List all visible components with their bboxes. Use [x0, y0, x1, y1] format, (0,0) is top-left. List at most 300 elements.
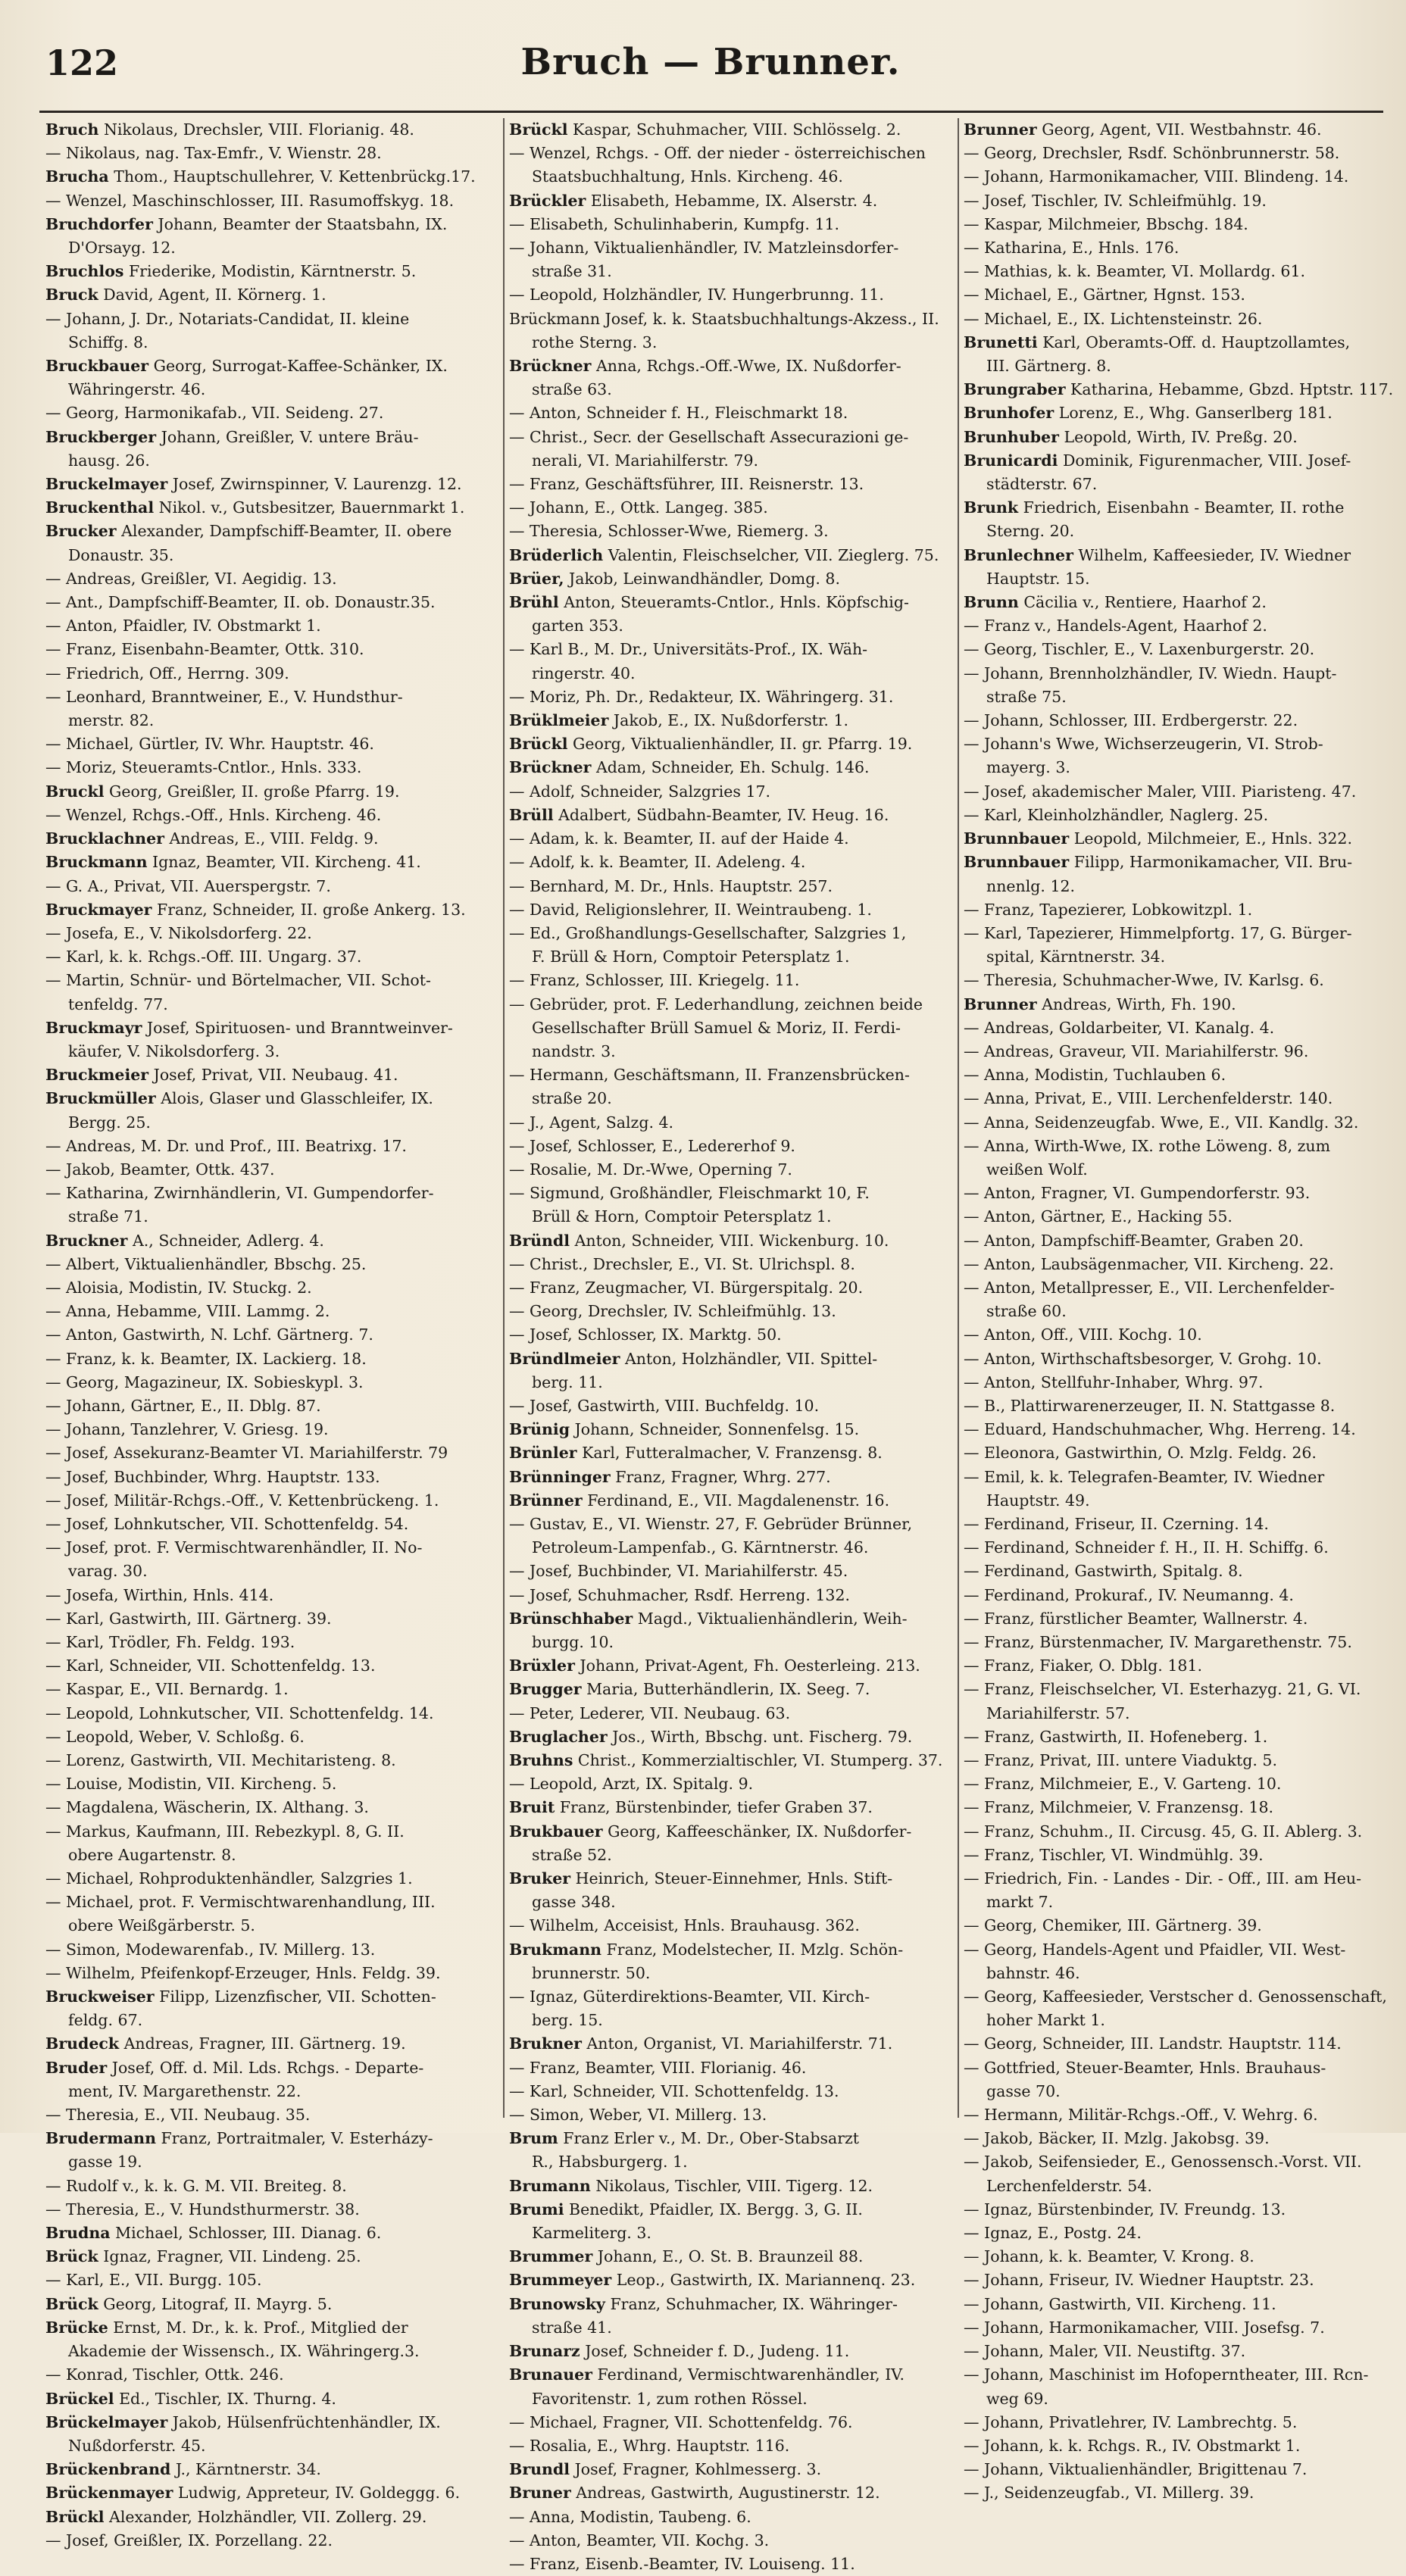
directory-entry: Bruckweiser Filipp, Lizenzfischer, VII. Schotten- — [45, 1987, 436, 2006]
directory-entry: — Johann, E., Ottk. Langeg. 385. — [509, 498, 768, 517]
directory-entry: — Nikolaus, nag. Tax-Emfr., V. Wienstr. 28. — [45, 144, 382, 163]
directory-entry: — Josef, Militär-Rchgs.-Off., V. Kettenbrückeng. 1. — [45, 1491, 439, 1510]
directory-entry: garten 353. — [532, 617, 623, 635]
directory-entry: — Franz v., Handels-Agent, Haarhof 2. — [964, 617, 1267, 635]
directory-entry: — Katharina, Zwirnhändlerin, VI. Gumpendorfer- — [45, 1184, 434, 1203]
directory-entry: obere Weißgärberstr. 5. — [68, 1916, 255, 1935]
directory-entry: ringerstr. 40. — [532, 664, 636, 682]
directory-entry: — Franz, Privat, III. untere Viaduktg. 5. — [964, 1751, 1277, 1770]
directory-entry: — Karl, Schneider, VII. Schottenfeldg. 13. — [509, 2081, 839, 2100]
directory-entry: — Georg, Chemiker, III. Gärtnerg. 39. — [964, 1916, 1262, 1935]
directory-entry: Bruker Heinrich, Steuer-Einnehmer, Hnls. Stift- — [509, 1869, 893, 1888]
directory-entry: Brum Franz Erler v., M. Dr., Ober-Stabsarzt — [509, 2129, 860, 2148]
page-number: 122 — [45, 42, 119, 83]
directory-entry: Brumann Nikolaus, Tischler, VIII. Tigerg. 12. — [509, 2176, 873, 2195]
directory-entry: — Hermann, Geschäftsmann, II. Franzensbrücken- — [509, 1066, 910, 1085]
directory-entry: — Sigmund, Großhändler, Fleischmarkt 10, F. — [509, 1184, 870, 1203]
directory-entry: — Josef, Schlosser, IX. Marktg. 50. — [509, 1325, 782, 1344]
directory-entry: — Karl, Gastwirth, III. Gärtnerg. 39. — [45, 1609, 332, 1628]
directory-entry: Brunnbauer Leopold, Milchmeier, E., Hnls. 322. — [964, 829, 1352, 848]
directory-entry: Hauptstr. 15. — [986, 569, 1090, 588]
directory-entry: — Anton, Stellfuhr-Inhaber, Whrg. 97. — [964, 1372, 1264, 1391]
directory-entry: — Johann, Maler, VII. Neustiftg. 37. — [964, 2342, 1246, 2361]
directory-entry: Hauptstr. 49. — [986, 1491, 1090, 1510]
directory-entry: gasse 70. — [986, 2081, 1061, 2100]
directory-entry: — Christ., Drechsler, E., VI. St. Ulrichspl. 8. — [509, 1254, 855, 1273]
directory-entry: gasse 348. — [532, 1893, 616, 1912]
directory-entry: Bruchlos Friederike, Modistin, Kärntnerstr. 5. — [45, 262, 417, 281]
directory-entry: Brunnbauer Filipp, Harmonikamacher, VII. Bru- — [964, 853, 1353, 872]
directory-entry: — Franz, Zeugmacher, VI. Bürgerspitalg. 20. — [509, 1278, 864, 1297]
directory-entry: — Georg, Schneider, III. Landstr. Hauptstr. 114. — [964, 2034, 1342, 2053]
running-head: Bruch — Brunner. — [520, 41, 901, 83]
directory-entry: — Peter, Lederer, VII. Neubaug. 63. — [509, 1703, 791, 1722]
directory-entry: — Karl, k. k. Rchgs.-Off. III. Ungarg. 37. — [45, 948, 362, 966]
directory-entry: Bruckmayer Franz, Schneider, II. große Ankerg. 13. — [45, 900, 466, 919]
directory-entry: — Gottfried, Steuer-Beamter, Hnls. Brauhaus- — [964, 2058, 1326, 2077]
directory-entry: — Eleonora, Gastwirthin, O. Mzlg. Feldg. 26. — [964, 1444, 1317, 1463]
directory-entry: Schiffg. 8. — [68, 333, 148, 351]
directory-entry: — Adolf, Schneider, Salzgries 17. — [509, 782, 771, 801]
directory-entry: Brunowsky Franz, Schuhmacher, IX. Währinger- — [509, 2294, 898, 2313]
directory-entry: Brühl Anton, Steueramts-Cntlor., Hnls. Köpfschig- — [509, 593, 909, 612]
directory-entry: Bründlmeier Anton, Holzhändler, VII. Spittel- — [509, 1349, 878, 1368]
directory-entry: berg. 11. — [532, 1372, 603, 1391]
column-divider-1 — [503, 118, 505, 2118]
directory-entry: — Karl, Tapezierer, Himmelpfortg. 17, G. Bürger- — [964, 923, 1352, 942]
directory-entry: tenfeldg. 77. — [68, 994, 168, 1013]
directory-entry: — Anton, Gärtner, E., Hacking 55. — [964, 1207, 1233, 1226]
directory-entry: III. Gärtnerg. 8. — [986, 357, 1111, 376]
column-1 — [45, 118, 500, 2549]
directory-entry: — Lorenz, Gastwirth, VII. Mechitaristeng. 8. — [45, 1751, 396, 1770]
directory-entry: — Franz, Geschäftsführer, III. Reisnerstr. 13. — [509, 475, 864, 494]
header-rule — [39, 111, 1383, 113]
directory-entry: Bruit Franz, Bürstenbinder, tiefer Graben 37. — [509, 1798, 873, 1817]
directory-entry: Brucklachner Andreas, E., VIII. Feldg. 9. — [45, 829, 379, 848]
directory-entry: — Johann, Tanzlehrer, V. Griesg. 19. — [45, 1420, 329, 1439]
directory-entry: Brückner Anna, Rchgs.-Off.-Wwe, IX. Nußdorfer- — [509, 357, 901, 376]
directory-entry: — Theresia, Schlosser-Wwe, Riemerg. 3. — [509, 522, 829, 541]
directory-entry: Karmeliterg. 3. — [532, 2224, 651, 2243]
directory-entry: — Theresia, E., VII. Neubaug. 35. — [45, 2106, 311, 2125]
directory-entry: Mariahilferstr. 57. — [986, 1703, 1130, 1722]
directory-entry: — Franz, Fiaker, O. Dblg. 181. — [964, 1656, 1202, 1675]
directory-entry: — Leopold, Weber, V. Schloßg. 6. — [45, 1727, 305, 1746]
directory-entry: — Michael, Fragner, VII. Schottenfeldg. 76. — [509, 2412, 853, 2431]
directory-entry: — Josef, Schlosser, E., Ledererhof 9. — [509, 1136, 795, 1155]
directory-entry: — Theresia, E., V. Hundsthurmerstr. 38. — [45, 2200, 360, 2218]
directory-entry: Lerchenfelderstr. 54. — [986, 2176, 1152, 2195]
directory-entry: — Anton, Beamter, VII. Kochg. 3. — [509, 2531, 770, 2549]
directory-entry: — Ferdinand, Prokuraf., IV. Neumanng. 4. — [964, 1585, 1294, 1604]
directory-entry: Brunauer Ferdinand, Vermischtwarenhändler, IV. — [509, 2365, 905, 2384]
directory-entry: — Michael, Rohproduktenhändler, Salzgries 1. — [45, 1869, 413, 1888]
directory-entry: — B., Plattirwarenerzeuger, II. N. Stattgasse 8. — [964, 1396, 1336, 1415]
directory-entry: Staatsbuchhaltung, Hnls. Kircheng. 46. — [532, 167, 843, 186]
directory-entry: straße 31. — [532, 262, 612, 281]
directory-entry: Brudeck Andreas, Fragner, III. Gärtnerg. 19. — [45, 2034, 406, 2053]
directory-entry: — Franz, Fleischselcher, VI. Esterhazyg. 21, G. VI. — [964, 1680, 1361, 1699]
directory-entry: Brünler Karl, Futteralmacher, V. Franzensg. 8. — [509, 1444, 883, 1463]
directory-entry: — Ferdinand, Friseur, II. Czerning. 14. — [964, 1514, 1269, 1533]
directory-entry: Brukner Anton, Organist, VI. Mariahilferstr. 71. — [509, 2034, 893, 2053]
directory-entry: — Ferdinand, Schneider f. H., II. H. Schiffg. 6. — [964, 1538, 1329, 1557]
directory-entry: — Josef, Greißler, IX. Porzellang. 22. — [45, 2531, 333, 2549]
directory-entry: straße 60. — [986, 1302, 1067, 1321]
directory-entry: — Franz, Schuhm., II. Circusg. 45, G. II. Ablerg. 3. — [964, 1822, 1363, 1841]
directory-entry: Brücke Ernst, M. Dr., k. k. Prof., Mitglied der — [45, 2318, 408, 2337]
directory-entry: — Michael, E., Gärtner, Hgnst. 153. — [964, 286, 1245, 304]
directory-entry: — Wenzel, Rchgs.-Off., Hnls. Kircheng. 46. — [45, 805, 382, 824]
directory-entry: D'Orsayg. 12. — [68, 239, 176, 258]
directory-entry: — Martin, Schnür- und Börtelmacher, VII. Schot- — [45, 971, 431, 990]
directory-entry: — Johann, J. Dr., Notariats-Candidat, II. kleine — [45, 309, 410, 328]
directory-entry: nandstr. 3. — [532, 1041, 616, 1060]
directory-entry: Brunn Cäcilia v., Rentiere, Haarhof 2. — [964, 593, 1267, 612]
directory-entry: Bruckmann Ignaz, Beamter, VII. Kircheng. 41. — [45, 853, 421, 872]
directory-entry: — Johann, Gastwirth, VII. Kircheng. 11. — [964, 2294, 1276, 2313]
directory-entry: Brüll Adalbert, Südbahn-Beamter, IV. Heug. 16. — [509, 805, 889, 824]
directory-entry: rothe Sterng. 3. — [532, 333, 658, 351]
directory-entry: — Franz, k. k. Beamter, IX. Lackierg. 18. — [45, 1349, 367, 1368]
directory-entry: Brünig Johann, Schneider, Sonnenfelsg. 15. — [509, 1420, 860, 1439]
directory-entry: weißen Wolf. — [986, 1160, 1088, 1179]
directory-entry: Brucker Alexander, Dampfschiff-Beamter, II. obere — [45, 522, 452, 541]
directory-entry: — Johann, Harmonikamacher, VIII. Josefsg. 7. — [964, 2318, 1325, 2337]
directory-entry: brunnerstr. 50. — [532, 1963, 651, 1982]
directory-entry: — Leopold, Arzt, IX. Spitalg. 9. — [509, 1775, 754, 1794]
directory-entry: Brummeyer Leop., Gastwirth, IX. Mariannenq. 23. — [509, 2271, 916, 2290]
directory-entry: — J., Seidenzeugfab., VI. Millerg. 39. — [964, 2484, 1254, 2503]
directory-entry: — Josef, Buchbinder, VI. Mariahilferstr. 45. — [509, 1562, 848, 1581]
directory-entry: hausg. 26. — [68, 451, 150, 470]
directory-entry: — Christ., Secr. der Gesellschaft Assecurazioni ge- — [509, 427, 909, 446]
directory-entry: — Karl B., M. Dr., Universitäts-Prof., IX. Wäh- — [509, 640, 868, 659]
directory-entry: — Josefa, E., V. Nikolsdorferg. 22. — [45, 923, 312, 942]
directory-entry: ment, IV. Margarethenstr. 22. — [68, 2081, 302, 2100]
directory-entry: — Michael, E., IX. Lichtensteinstr. 26. — [964, 309, 1263, 328]
directory-entry: straße 41. — [532, 2318, 612, 2337]
directory-entry: straße 71. — [68, 1207, 148, 1226]
directory-entry: Brunlechner Wilhelm, Kaffeesieder, IV. Wiedner — [964, 545, 1351, 564]
directory-entry: — Moriz, Steueramts-Cntlor., Hnls. 333. — [45, 758, 362, 777]
directory-entry: — Franz, Schlosser, III. Kriegelg. 11. — [509, 971, 800, 990]
directory-entry: Brückl Georg, Viktualienhändler, II. gr. Pfarrg. 19. — [509, 735, 913, 754]
directory-entry: Brück Ignaz, Fragner, VII. Lindeng. 25. — [45, 2247, 361, 2266]
directory-entry: — Johann's Wwe, Wichserzeugerin, VI. Strob- — [964, 735, 1323, 754]
directory-entry: Bruckelmayer Josef, Zwirnspinner, V. Laurenzg. 12. — [45, 475, 462, 494]
directory-entry: — Josefa, Wirthin, Hnls. 414. — [45, 1585, 274, 1604]
directory-entry: — Theresia, Schuhmacher-Wwe, IV. Karlsg. 6. — [964, 971, 1324, 990]
directory-entry: Donaustr. 35. — [68, 545, 174, 564]
directory-entry: — Franz, Eisenb.-Beamter, IV. Louiseng. 11. — [509, 2554, 855, 2573]
directory-entry: — Wilhelm, Pfeifenkopf-Erzeuger, Hnls. Feldg. 39. — [45, 1963, 441, 1982]
directory-entry: — Eduard, Handschuhmacher, Whg. Herreng. 14. — [964, 1420, 1356, 1439]
directory-entry: — Aloisia, Modistin, IV. Stuckg. 2. — [45, 1278, 312, 1297]
directory-entry: Bruckenthal Nikol. v., Gutsbesitzer, Bauernmarkt 1. — [45, 498, 465, 517]
directory-entry: — Johann, Viktualienhändler, IV. Matzleinsdorfer- — [509, 239, 899, 258]
directory-entry: — J., Agent, Salzg. 4. — [509, 1113, 674, 1132]
directory-entry: bahnstr. 46. — [986, 1963, 1080, 1982]
directory-entry: Brüer, Jakob, Leinwandhändler, Domg. 8. — [509, 569, 840, 588]
directory-entry: städterstr. 67. — [986, 475, 1098, 494]
directory-entry: — Albert, Viktualienhändler, Bbschg. 25. — [45, 1254, 367, 1273]
directory-entry: — Ignaz, E., Postg. 24. — [964, 2224, 1142, 2243]
directory-entry: straße 63. — [532, 380, 612, 399]
directory-entry: — Georg, Handels-Agent und Pfaidler, VII. West- — [964, 1940, 1346, 1959]
directory-entry: — Leopold, Holzhändler, IV. Hungerbrunng. 11. — [509, 286, 884, 304]
directory-entry: Brückenbrand J., Kärntnerstr. 34. — [45, 2460, 321, 2479]
directory-entry: — Johann, k. k. Beamter, V. Krong. 8. — [964, 2247, 1254, 2266]
directory-entry: — Georg, Drechsler, IV. Schleifmühlg. 13. — [509, 1302, 836, 1321]
directory-entry: — Johann, Gärtner, E., II. Dblg. 87. — [45, 1396, 321, 1415]
directory-entry: Brückler Elisabeth, Hebamme, IX. Alserstr. 4. — [509, 191, 878, 210]
directory-entry: Brucha Thom., Hauptschullehrer, V. Kettenbrückg.17. — [45, 167, 476, 186]
directory-entry: Brudermann Franz, Portraitmaler, V. Esterházy- — [45, 2129, 433, 2148]
directory-entry: berg. 15. — [532, 2011, 603, 2030]
directory-entry: markt 7. — [986, 1893, 1054, 1912]
directory-entry: — Josef, Lohnkutscher, VII. Schottenfeldg. 54. — [45, 1514, 409, 1533]
directory-entry: — Karl, Kleinholzhändler, Naglerg. 25. — [964, 805, 1269, 824]
directory-entry: — Gebrüder, prot. F. Lederhandlung, zeichnen beide — [509, 994, 923, 1013]
column-divider-2 — [958, 118, 959, 2118]
directory-entry: — Kaspar, Milchmeier, Bbschg. 184. — [964, 214, 1248, 233]
directory-entry: — Anna, Hebamme, VIII. Lammg. 2. — [45, 1302, 330, 1321]
directory-entry: Bruckmayr Josef, Spirituosen- und Branntweinver- — [45, 1018, 453, 1037]
directory-entry: — Josef, akademischer Maler, VIII. Piaristeng. 47. — [964, 782, 1357, 801]
directory-entry: Bruckmüller Alois, Glaser und Glasschleifer, IX. — [45, 1089, 433, 1108]
column-3 — [964, 118, 1403, 2503]
directory-entry: Favoritenstr. 1, zum rothen Rössel. — [532, 2389, 808, 2408]
directory-entry: Brüll & Horn, Comptoir Petersplatz 1. — [532, 1207, 832, 1226]
directory-entry: — Magdalena, Wäscherin, IX. Althang. 3. — [45, 1798, 369, 1817]
directory-entry: Bergg. 25. — [68, 1113, 151, 1132]
directory-entry: Bruner Andreas, Gastwirth, Augustinerstr. 12. — [509, 2484, 880, 2503]
directory-entry: — Simon, Weber, VI. Millerg. 13. — [509, 2106, 767, 2125]
directory-entry: — Karl, Trödler, Fh. Feldg. 193. — [45, 1633, 295, 1651]
directory-entry: — Anton, Fragner, VI. Gumpendorferstr. 93. — [964, 1184, 1311, 1203]
directory-entry: — Georg, Kaffeesieder, Verstscher d. Genossenschaft, — [964, 1987, 1387, 2006]
directory-entry: — Anton, Schneider f. H., Fleischmarkt 18. — [509, 404, 848, 423]
directory-entry: Bruckl Georg, Greißler, II. große Pfarrg. 19. — [45, 782, 400, 801]
directory-entry: — Johann, Viktualienhändler, Brigittenau 7. — [964, 2460, 1308, 2479]
directory-entry: — Josef, Buchbinder, Whrg. Hauptstr. 133. — [45, 1467, 380, 1486]
directory-entry: — Ed., Großhandlungs-Gesellschafter, Salzgries 1, — [509, 923, 907, 942]
directory-entry: spital, Kärntnerstr. 34. — [986, 948, 1166, 966]
directory-entry: hoher Markt 1. — [986, 2011, 1105, 2030]
directory-entry: — Franz, Milchmeier, E., V. Garteng. 10. — [964, 1775, 1282, 1794]
directory-entry: — Franz, Bürstenmacher, IV. Margarethenstr. 75. — [964, 1633, 1352, 1651]
directory-entry: — Franz, Milchmeier, V. Franzensg. 18. — [964, 1798, 1274, 1817]
directory-entry: Brüxler Johann, Privat-Agent, Fh. Oesterleing. 213. — [509, 1656, 920, 1675]
directory-entry: Brüklmeier Jakob, E., IX. Nußdorferstr. 1. — [509, 711, 849, 730]
directory-entry: — Josef, prot. F. Vermischtwarenhändler, II. No- — [45, 1538, 423, 1557]
directory-entry: — Anton, Off., VIII. Kochg. 10. — [964, 1325, 1202, 1344]
directory-entry: burgg. 10. — [532, 1633, 614, 1651]
directory-entry: mayerg. 3. — [986, 758, 1070, 777]
directory-entry: — Johann, k. k. Rchgs. R., IV. Obstmarkt 1. — [964, 2436, 1301, 2455]
directory-entry: — Georg, Drechsler, Rsdf. Schönbrunnerstr. 58. — [964, 144, 1340, 163]
directory-entry: Bruckberger Johann, Greißler, V. untere Bräu- — [45, 427, 419, 446]
directory-entry: Brückenmayer Ludwig, Appreteur, IV. Goldeggg. 6. — [45, 2484, 461, 2503]
directory-entry: Brukbauer Georg, Kaffeeschänker, IX. Nußdorfer- — [509, 1822, 912, 1841]
directory-entry: — Andreas, Greißler, VI. Aegidig. 13. — [45, 569, 337, 588]
directory-entry: — G. A., Privat, VII. Auerspergstr. 7. — [45, 876, 331, 895]
directory-entry: — Josef, Assekuranz-Beamter VI. Mariahilferstr. 79 — [45, 1444, 448, 1463]
directory-entry: Brumi Benedikt, Pfaidler, IX. Bergg. 3, G. II. — [509, 2200, 863, 2218]
directory-entry: — Johann, Brennholzhändler, IV. Wiedn. Haupt- — [964, 664, 1337, 682]
directory-entry: Petroleum-Lampenfab., G. Kärntnerstr. 46. — [532, 1538, 869, 1557]
directory-entry: Sterng. 20. — [986, 522, 1075, 541]
directory-entry: nerali, VI. Mariahilferstr. 79. — [532, 451, 759, 470]
directory-entry: — Friedrich, Off., Herrng. 309. — [45, 664, 289, 682]
directory-entry: Brünner Ferdinand, E., VII. Magdalenenstr. 16. — [509, 1491, 890, 1510]
directory-entry: — Ignaz, Güterdirektions-Beamter, VII. Kirch- — [509, 1987, 870, 2006]
directory-entry: — Michael, prot. F. Vermischtwarenhandlung, III. — [45, 1893, 436, 1912]
directory-entry: — Anna, Modistin, Tuchlauben 6. — [964, 1066, 1226, 1085]
directory-entry: — Josef, Tischler, IV. Schleifmühlg. 19. — [964, 191, 1267, 210]
directory-entry: Bruch Nikolaus, Drechsler, VIII. Florianig. 48. — [45, 120, 414, 139]
directory-entry: Brukmann Franz, Modelstecher, II. Mzlg. Schön- — [509, 1940, 904, 1959]
directory-entry: — Gustav, E., VI. Wienstr. 27, F. Gebrüder Brünner, — [509, 1514, 913, 1533]
directory-entry: — Andreas, M. Dr. und Prof., III. Beatrixg. 17. — [45, 1136, 407, 1155]
directory-entry: Brünninger Franz, Fragner, Whrg. 277. — [509, 1467, 831, 1486]
directory-entry: — Rosalie, M. Dr.-Wwe, Operning 7. — [509, 1160, 792, 1179]
directory-entry: — Wenzel, Maschinschlosser, III. Rasumoffskyg. 18. — [45, 191, 455, 210]
directory-entry: — Josef, Gastwirth, VIII. Buchfeldg. 10. — [509, 1396, 820, 1415]
directory-entry: Brunicardi Dominik, Figurenmacher, VIII. Josef- — [964, 451, 1351, 470]
directory-entry: — Adolf, k. k. Beamter, II. Adeleng. 4. — [509, 853, 806, 872]
directory-entry: — Johann, Friseur, IV. Wiedner Hauptstr. 23. — [964, 2271, 1314, 2290]
directory-entry: — Anna, Wirth-Wwe, IX. rothe Löweng. 8, zum — [964, 1136, 1331, 1155]
directory-entry: — Rosalia, E., Whrg. Hauptstr. 116. — [509, 2436, 790, 2455]
directory-entry: Brunner Andreas, Wirth, Fh. 190. — [964, 994, 1236, 1013]
directory-entry: — Michael, Gürtler, IV. Whr. Hauptstr. 46. — [45, 735, 374, 754]
directory-entry: käufer, V. Nikolsdorferg. 3. — [68, 1041, 280, 1060]
directory-entry: — Franz, Eisenbahn-Beamter, Ottk. 310. — [45, 640, 364, 659]
directory-entry: — Ignaz, Bürstenbinder, IV. Freundg. 13. — [964, 2200, 1286, 2218]
directory-entry: Brunhuber Leopold, Wirth, IV. Preßg. 20. — [964, 427, 1298, 446]
directory-entry: Währingerstr. 46. — [68, 380, 206, 399]
directory-entry: Brückl Alexander, Holzhändler, VII. Zollerg. 29. — [45, 2507, 427, 2526]
directory-entry: Brunetti Karl, Oberamts-Off. d. Hauptzollamtes, — [964, 333, 1351, 351]
directory-entry: Brudna Michael, Schlosser, III. Dianag. 6. — [45, 2224, 382, 2243]
directory-entry: Bruckner A., Schneider, Adlerg. 4. — [45, 1231, 324, 1250]
directory-entry: — Konrad, Tischler, Ottk. 246. — [45, 2365, 284, 2384]
directory-entry: — Leopold, Lohnkutscher, VII. Schottenfeldg. 14. — [45, 1703, 434, 1722]
directory-entry: straße 20. — [532, 1089, 612, 1108]
directory-entry: Gesellschafter Brüll Samuel & Moriz, II. Ferdi- — [532, 1018, 901, 1037]
directory-entry: Brückmann Josef, k. k. Staatsbuchhaltungs-Akzess., II. — [509, 309, 939, 328]
directory-entry: Brückner Adam, Schneider, Eh. Schulg. 146. — [509, 758, 870, 777]
directory-entry: — Jakob, Beamter, Ottk. 437. — [45, 1160, 275, 1179]
directory-entry: — Anna, Modistin, Taubeng. 6. — [509, 2507, 751, 2526]
directory-entry: Brückelmayer Jakob, Hülsenfrüchtenhändler, IX. — [45, 2412, 441, 2431]
directory-entry: — Georg, Harmonikafab., VII. Seideng. 27. — [45, 404, 384, 423]
directory-entry: — Friedrich, Fin. - Landes - Dir. - Off., III. am Heu- — [964, 1869, 1362, 1888]
directory-entry: — Anton, Wirthschaftsbesorger, V. Grohg. 10. — [964, 1349, 1322, 1368]
directory-entry: Bruck David, Agent, II. Körnerg. 1. — [45, 286, 327, 304]
directory-entry: — Mathias, k. k. Beamter, VI. Mollardg. 61. — [964, 262, 1305, 281]
directory-entry: Akademie der Wissensch., IX. Währingerg.3. — [68, 2342, 420, 2361]
directory-entry: — Andreas, Graveur, VII. Mariahilferstr. 96. — [964, 1041, 1309, 1060]
directory-entry: Bruckbauer Georg, Surrogat-Kaffee-Schänker, IX. — [45, 357, 448, 376]
directory-entry: varag. 30. — [68, 1562, 148, 1581]
directory-entry: Brugger Maria, Butterhändlerin, IX. Seeg. 7. — [509, 1680, 870, 1699]
directory-entry: — Anton, Gastwirth, N. Lchf. Gärtnerg. 7. — [45, 1325, 373, 1344]
directory-entry: — Moriz, Ph. Dr., Redakteur, IX. Währingerg. 31. — [509, 687, 894, 706]
directory-entry: — Emil, k. k. Telegrafen-Beamter, IV. Wiedner — [964, 1467, 1325, 1486]
directory-entry: Brüderlich Valentin, Fleischselcher, VII. Zieglerg. 75. — [509, 545, 939, 564]
column-2 — [509, 118, 962, 2573]
directory-entry: — Hermann, Militär-Rchgs.-Off., V. Wehrg. 6. — [964, 2106, 1318, 2125]
directory-entry: straße 75. — [986, 687, 1067, 706]
directory-entry: — Jakob, Bäcker, II. Mzlg. Jakobsg. 39. — [964, 2129, 1270, 2148]
directory-entry: Brückel Ed., Tischler, IX. Thurng. 4. — [45, 2389, 336, 2408]
directory-entry: Bruchdorfer Johann, Beamter der Staatsbahn, IX. — [45, 214, 448, 233]
directory-entry: Bründl Anton, Schneider, VIII. Wickenburg. 10. — [509, 1231, 889, 1250]
directory-entry: — Georg, Tischler, E., V. Laxenburgerstr. 20. — [964, 640, 1315, 659]
directory-entry: — Franz, Tapezierer, Lobkowitzpl. 1. — [964, 900, 1253, 919]
directory-entry: — Johann, Privatlehrer, IV. Lambrechtg. 5. — [964, 2412, 1298, 2431]
directory-entry: Bruhns Christ., Kommerzialtischler, VI. Stumperg. 37. — [509, 1751, 943, 1770]
directory-entry: — Jakob, Seifensieder, E., Genossensch.-Vorst. VII. — [964, 2153, 1362, 2172]
directory-entry: Brummer Johann, E., O. St. B. Braunzeil 88. — [509, 2247, 864, 2266]
directory-entry: — Kaspar, E., VII. Bernardg. 1. — [45, 1680, 289, 1699]
directory-entry: — Karl, Schneider, VII. Schottenfeldg. 13. — [45, 1656, 376, 1675]
directory-entry: Brünschhaber Magd., Viktualienhändlerin, Weih- — [509, 1609, 908, 1628]
directory-entry: Brunner Georg, Agent, VII. Westbahnstr. 46. — [964, 120, 1322, 139]
directory-entry: — Josef, Schuhmacher, Rsdf. Herreng. 132. — [509, 1585, 851, 1604]
directory-entry: — Bernhard, M. Dr., Hnls. Hauptstr. 257. — [509, 876, 833, 895]
directory-entry: gasse 19. — [68, 2153, 142, 2172]
directory-entry: F. Brüll & Horn, Comptoir Petersplatz 1. — [532, 948, 850, 966]
directory-entry: Bruckmeier Josef, Privat, VII. Neubaug. 41. — [45, 1066, 398, 1085]
directory-entry: straße 52. — [532, 1845, 612, 1864]
directory-entry: — Leonhard, Branntweiner, E., V. Hundsthur- — [45, 687, 403, 706]
directory-entry: feldg. 67. — [68, 2011, 143, 2030]
directory-entry: — Rudolf v., k. k. G. M. VII. Breiteg. 8. — [45, 2176, 347, 2195]
directory-entry: — Katharina, E., Hnls. 176. — [964, 239, 1179, 258]
directory-entry: R., Habsburgerg. 1. — [532, 2153, 688, 2172]
directory-entry: — Anna, Privat, E., VIII. Lerchenfelderstr. 140. — [964, 1089, 1333, 1108]
directory-entry: — Anna, Seidenzeugfab. Wwe, E., VII. Kandlg. 32. — [964, 1113, 1359, 1132]
directory-entry: Brunarz Josef, Schneider f. D., Judeng. 11. — [509, 2342, 850, 2361]
directory-entry: Brückl Kaspar, Schuhmacher, VIII. Schlösselg. 2. — [509, 120, 901, 139]
directory-entry: obere Augartenstr. 8. — [68, 1845, 236, 1864]
directory-entry: — Franz, fürstlicher Beamter, Wallnerstr. 4. — [964, 1609, 1308, 1628]
directory-entry: — Simon, Modewarenfab., IV. Millerg. 13. — [45, 1940, 376, 1959]
directory-entry: Brück Georg, Litograf, II. Mayrg. 5. — [45, 2294, 333, 2313]
directory-entry: — Ant., Dampfschiff-Beamter, II. ob. Donaustr.35. — [45, 593, 436, 612]
directory-entry: — David, Religionslehrer, II. Weintraubeng. 1. — [509, 900, 872, 919]
directory-entry: Brunk Friedrich, Eisenbahn - Beamter, II. rothe — [964, 498, 1345, 517]
directory-entry: — Johann, Schlosser, III. Erdbergerstr. 22. — [964, 711, 1298, 730]
directory-entry: — Anton, Dampfschiff-Beamter, Graben 20. — [964, 1231, 1304, 1250]
directory-entry: — Markus, Kaufmann, III. Rebezkypl. 8, G. II. — [45, 1822, 405, 1841]
directory-entry: — Anton, Pfaidler, IV. Obstmarkt 1. — [45, 617, 321, 635]
directory-entry: Brungraber Katharina, Hebamme, Gbzd. Hptstr. 117. — [964, 380, 1394, 399]
directory-entry: Bruglacher Jos., Wirth, Bbschg. unt. Fischerg. 79. — [509, 1727, 913, 1746]
directory-entry: — Anton, Laubsägenmacher, VII. Kircheng. 22. — [964, 1254, 1334, 1273]
directory-entry: — Georg, Magazineur, IX. Sobieskypl. 3. — [45, 1372, 364, 1391]
directory-entry: — Elisabeth, Schulinhaberin, Kumpfg. 11. — [509, 214, 840, 233]
page-header — [45, 36, 1376, 89]
directory-entry: — Andreas, Goldarbeiter, VI. Kanalg. 4. — [964, 1018, 1275, 1037]
directory-entry: Brundl Josef, Fragner, Kohlmesserg. 3. — [509, 2460, 822, 2479]
directory-entry: — Wilhelm, Acceisist, Hnls. Brauhausg. 362. — [509, 1916, 860, 1935]
